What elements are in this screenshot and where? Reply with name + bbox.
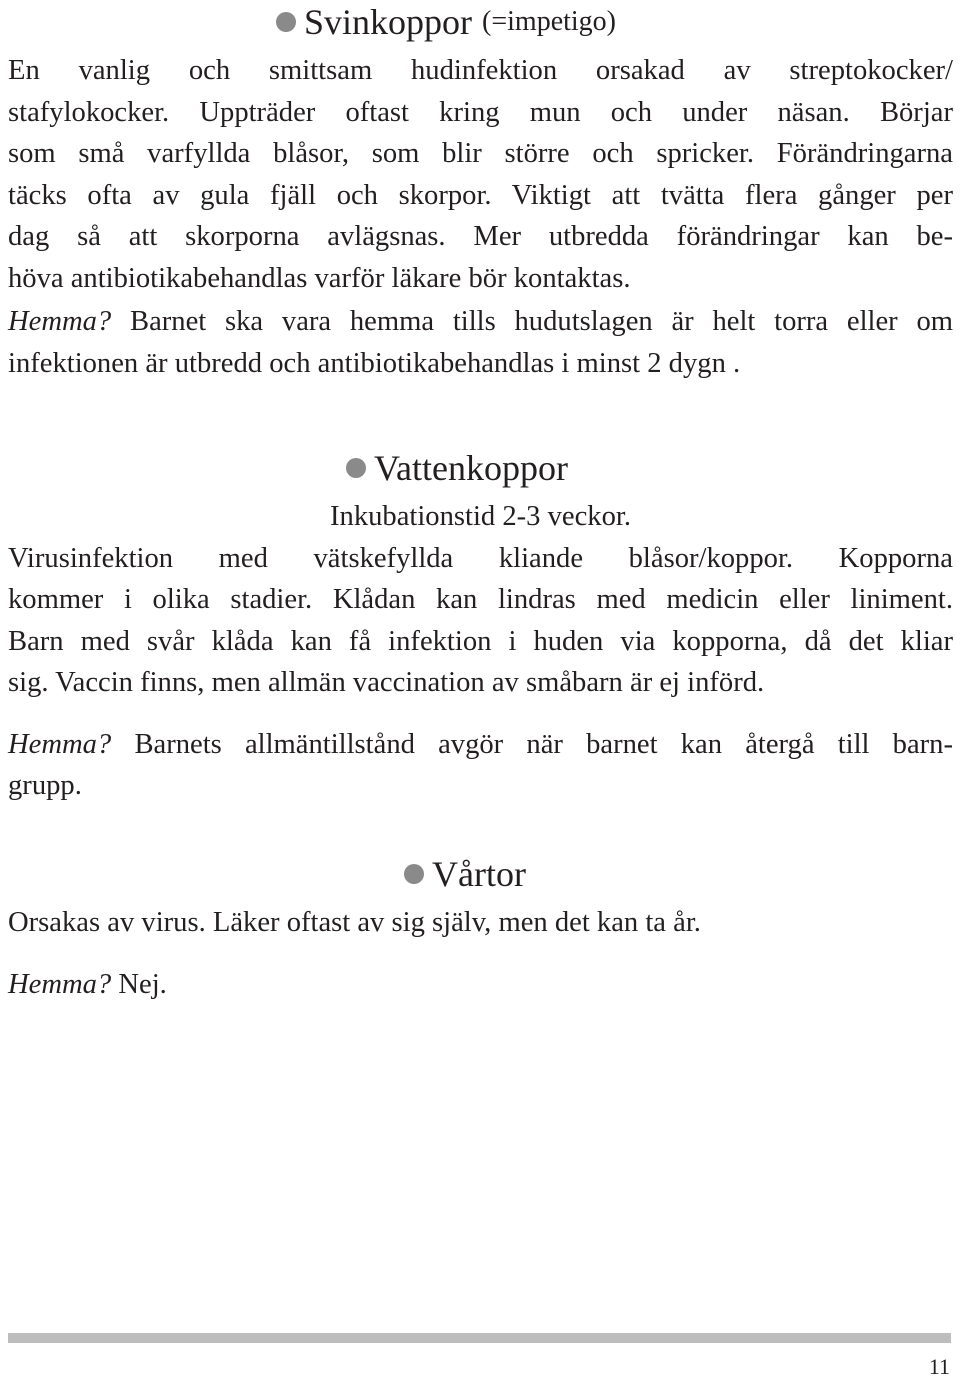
hemma-paragraph — [8, 301, 953, 384]
hemma-line: grupp. — [8, 770, 82, 801]
hemma-text: Barnets allmäntillstånd avgör när barnet kan återgå till barn- — [134, 728, 953, 760]
body-line: stafylokocker. Uppträder oftast kring mun och under näsan. Börjar — [8, 96, 953, 128]
body-line: En vanlig och smittsam hudinfektion orsakad av streptokocker/ — [8, 55, 953, 86]
section-vattenkoppor — [8, 444, 953, 807]
footer-rule — [8, 1333, 951, 1343]
hemma-line — [8, 964, 953, 1006]
section-heading — [8, 444, 953, 492]
body-line: Barn med svår klåda kan få infektion i huden via kopporna, då det kliar — [8, 625, 953, 657]
section-heading — [8, 850, 953, 898]
page-number: 11 — [928, 1354, 950, 1379]
hemma-line: infektionen är utbredd och antibiotikabehandlas i minst 2 dygn . — [8, 347, 741, 379]
heading-title: Svinkoppor — [304, 2, 473, 42]
bullet-icon — [404, 864, 424, 884]
body-line: Orsakas av virus. Läker oftast av sig själv, men det kan ta år. — [8, 907, 701, 938]
hemma-answer: Nej. — [118, 968, 167, 1000]
section-heading — [8, 0, 953, 44]
body-line: täcks ofta av gula fjäll och skorpor. Viktigt att tvätta flera gånger per — [8, 179, 953, 211]
hemma-line — [8, 724, 953, 766]
body-line: Virusinfektion med vätskefyllda kliande blåsor/koppor. Kopporna — [8, 542, 953, 574]
body-line: kommer i olika stadier. Klådan kan lindras med medicin eller liniment. — [8, 584, 953, 615]
hemma-line — [8, 301, 953, 343]
heading-subtitle: (=impetigo) — [482, 6, 616, 37]
hemma-label: Hemma? — [8, 728, 112, 760]
section-body — [8, 538, 953, 704]
bullet-icon — [276, 12, 296, 32]
section-svinkoppor — [8, 0, 953, 384]
body-line: dag så att skorporna avlägsnas. Mer utbredda förändringar kan be- — [8, 221, 953, 252]
body-line: höva antibiotikabehandlas varför läkare bör kontaktas. — [8, 262, 631, 294]
heading-title: Vårtor — [432, 854, 526, 894]
body-line: sig. Vaccin finns, men allmän vaccination av småbarn är ej införd. — [8, 667, 765, 698]
body-line: som små varfyllda blåsor, som blir större och spricker. Förändringarna — [8, 138, 953, 169]
section-vartor — [8, 850, 953, 1005]
bullet-icon — [346, 458, 366, 478]
hemma-text: Barnet ska vara hemma tills hudutslagen är helt torra eller om — [130, 306, 953, 337]
incubation-text: Inkubationstid 2-3 veckor. — [330, 501, 631, 532]
hemma-label: Hemma? — [8, 306, 112, 337]
heading-title: Vattenkoppor — [374, 448, 568, 488]
hemma-paragraph — [8, 724, 953, 807]
section-body — [8, 50, 953, 299]
hemma-label: Hemma? — [8, 968, 112, 1000]
